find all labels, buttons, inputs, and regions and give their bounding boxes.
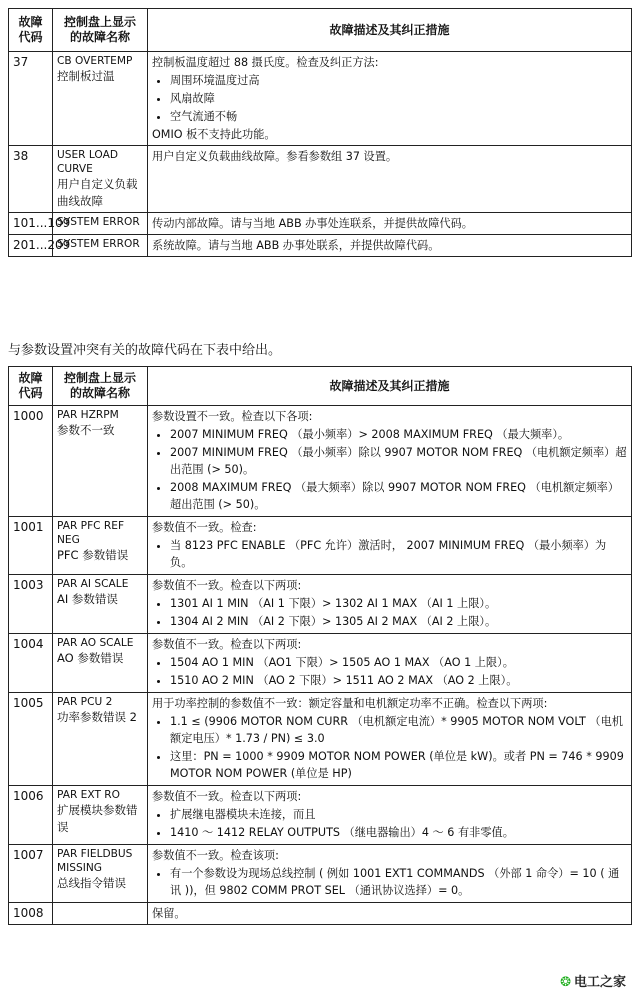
fault-code: 101...109 xyxy=(9,213,53,235)
description-line: 参数值不一致。检查: xyxy=(152,521,257,534)
check-list xyxy=(152,595,627,630)
fault-name-en: CB OVERTEMP xyxy=(57,55,133,67)
description-note: OMIO 板不支持此功能。 xyxy=(152,128,276,141)
description-line: 参数值不一致。检查该项: xyxy=(152,849,279,862)
fault-description xyxy=(148,575,632,634)
fault-description xyxy=(148,52,632,146)
fault-name-en: PAR FIELDBUS MISSING xyxy=(57,848,133,874)
fault-code: 38 xyxy=(9,146,53,213)
fault-description xyxy=(148,517,632,575)
description-line: 控制板温度超过 88 摄氏度。检查及纠正方法: xyxy=(152,56,379,69)
table-row xyxy=(9,786,632,845)
check-list xyxy=(152,72,627,125)
description-line: 用户自定义负载曲线故障。参看参数组 37 设置。 xyxy=(152,150,398,163)
check-list xyxy=(152,426,627,513)
fault-name-cell xyxy=(53,406,148,517)
fault-code: 1005 xyxy=(9,693,53,786)
check-item: • 周围环境温度过高 xyxy=(170,72,627,89)
fault-name-en: PAR HZRPM xyxy=(57,409,119,421)
wechat-icon: ❂ xyxy=(560,975,571,990)
table-row xyxy=(9,845,632,903)
check-item: • 1.1 ≤ (9906 MOTOR NOM CURR （电机额定电流）* 9905 MOTOR NOM VOLT （电机额定电压）* 1.73 / PN) ≤ 3.0 xyxy=(170,713,627,747)
description-line: 保留。 xyxy=(152,907,186,920)
description-line: 参数值不一致。检查以下两项: xyxy=(152,790,302,803)
fault-name-cn: 参数不一致 xyxy=(57,423,115,437)
fault-name-cell xyxy=(53,634,148,693)
fault-name-cn: AI 参数错误 xyxy=(57,592,118,606)
description-line: 参数设置不一致。检查以下各项: xyxy=(152,410,313,423)
header-desc: 故障描述及其纠正措施 xyxy=(148,367,632,406)
fault-name-en: PAR EXT RO xyxy=(57,789,120,801)
fault-code: 1004 xyxy=(9,634,53,693)
fault-name-en: PAR PCU 2 xyxy=(57,696,113,708)
fault-name-en: USER LOAD CURVE xyxy=(57,149,118,175)
table-row xyxy=(9,146,632,213)
fault-code: 1008 xyxy=(9,903,53,925)
check-list xyxy=(152,654,627,689)
fault-name-en: SYSTEM ERROR xyxy=(57,238,140,250)
fault-code: 201...209 xyxy=(9,235,53,257)
fault-description xyxy=(148,634,632,693)
fault-name-cell xyxy=(53,517,148,575)
table-row xyxy=(9,235,632,257)
fault-name-en: PAR PFC REF NEG xyxy=(57,520,125,546)
check-list xyxy=(152,865,627,899)
check-item: • 2007 MINIMUM FREQ （最小频率）> 2008 MAXIMUM FREQ （最大频率）。 xyxy=(170,426,627,443)
header-desc: 故障描述及其纠正措施 xyxy=(148,9,632,52)
fault-name-cell xyxy=(53,786,148,845)
table-row xyxy=(9,903,632,925)
check-list xyxy=(152,537,627,571)
section-intro-text: 与参数设置冲突有关的故障代码在下表中给出。 xyxy=(8,343,282,358)
check-item: • 2008 MAXIMUM FREQ （最大频率）除以 9907 MOTOR NOM FREQ （电机额定频率）超出范围 (> 50)。 xyxy=(170,479,627,513)
table-header xyxy=(9,9,632,52)
check-list xyxy=(152,713,627,782)
header-name: 控制盘上显示 的故障名称 xyxy=(53,367,148,406)
fault-description xyxy=(148,845,632,903)
check-item: • 2007 MINIMUM FREQ （最小频率）除以 9907 MOTOR NOM FREQ （电机额定频率）超出范围 (> 50)。 xyxy=(170,444,627,478)
description-line: 传动内部故障。请与当地 ABB 办事处连联系，并提供故障代码。 xyxy=(152,217,473,230)
fault-name-cell xyxy=(53,52,148,146)
fault-name-en: PAR AI SCALE xyxy=(57,578,129,590)
table-row xyxy=(9,52,632,146)
watermark xyxy=(556,969,630,992)
table-header xyxy=(9,367,632,406)
fault-name-cn: 功率参数错误 2 xyxy=(57,710,137,724)
table-row xyxy=(9,517,632,575)
check-item: • 1301 AI 1 MIN （AI 1 下限）> 1302 AI 1 MAX （AI 1 上限）。 xyxy=(170,595,627,612)
fault-code: 1007 xyxy=(9,845,53,903)
fault-name-en: PAR AO SCALE xyxy=(57,637,134,649)
fault-code: 1000 xyxy=(9,406,53,517)
fault-name-cell xyxy=(53,903,148,925)
fault-description xyxy=(148,213,632,235)
fault-name-cell xyxy=(53,693,148,786)
check-item: • 1410 ～ 1412 RELAY OUTPUTS （继电器输出）4 ～ 6 有非零值。 xyxy=(170,824,627,841)
fault-description xyxy=(148,146,632,213)
fault-name-cell xyxy=(53,845,148,903)
check-item: • 风扇故障 xyxy=(170,90,627,107)
table-row xyxy=(9,634,632,693)
check-item: • 当 8123 PFC ENABLE （PFC 允许）激活时， 2007 MINIMUM FREQ （最小频率）为负。 xyxy=(170,537,627,571)
fault-name-cell xyxy=(53,146,148,213)
fault-name-cn: 控制板过温 xyxy=(57,69,115,83)
fault-table-2 xyxy=(8,366,632,925)
check-item: • 1504 AO 1 MIN （AO1 下限）> 1505 AO 1 MAX （AO 1 上限）。 xyxy=(170,654,627,671)
fault-description xyxy=(148,693,632,786)
description-line: 系统故障。请与当地 ABB 办事处联系，并提供故障代码。 xyxy=(152,239,440,252)
check-item: • 1304 AI 2 MIN （AI 2 下限）> 1305 AI 2 MAX （AI 2 上限）。 xyxy=(170,613,627,630)
fault-name-cn: AO 参数错误 xyxy=(57,651,124,665)
table-row xyxy=(9,693,632,786)
check-list xyxy=(152,806,627,841)
fault-code: 1001 xyxy=(9,517,53,575)
check-item: • 有一个参数设为现场总线控制 ( 例如 1001 EXT1 COMMANDS （外部 1 命令）= 10 ( 通讯 ))，但 9802 COMM PROT SEL （通讯协议选择）= 0。 xyxy=(170,865,627,899)
table-row xyxy=(9,575,632,634)
description-line: 参数值不一致。检查以下两项: xyxy=(152,579,302,592)
check-item: • 1510 AO 2 MIN （AO 2 下限）> 1511 AO 2 MAX （AO 2 上限）。 xyxy=(170,672,627,689)
check-item: • 扩展继电器模块未连接，而且 xyxy=(170,806,627,823)
fault-name-cn: PFC 参数错误 xyxy=(57,548,129,562)
fault-name-cell xyxy=(53,235,148,257)
fault-code: 37 xyxy=(9,52,53,146)
description-line: 用于功率控制的参数值不一致：额定容量和电机额定功率不正确。检查以下两项: xyxy=(152,697,548,710)
header-code: 故障 代码 xyxy=(9,9,53,52)
fault-table-1 xyxy=(8,8,632,257)
fault-name-cell xyxy=(53,575,148,634)
table-row xyxy=(9,213,632,235)
fault-name-cn: 扩展模块参数错误 xyxy=(57,803,138,834)
fault-name-cn: 用户自定义负载曲线故障 xyxy=(57,177,138,208)
fault-description xyxy=(148,786,632,845)
fault-description xyxy=(148,235,632,257)
fault-description xyxy=(148,903,632,925)
header-name: 控制盘上显示 的故障名称 xyxy=(53,9,148,52)
fault-name-en: SYSTEM ERROR xyxy=(57,216,140,228)
fault-code: 1003 xyxy=(9,575,53,634)
watermark-text: 电工之家 xyxy=(573,975,626,990)
fault-name-cell xyxy=(53,213,148,235)
fault-name-cn: 总线指令错误 xyxy=(57,876,126,890)
check-item: • 这里：PN = 1000 * 9909 MOTOR NOM POWER (单位是 kW)。或者 PN = 746 * 9909 MOTOR NOM POWER (单位是 HP) xyxy=(170,748,627,782)
fault-description xyxy=(148,406,632,517)
header-code: 故障 代码 xyxy=(9,367,53,406)
check-item: • 空气流通不畅 xyxy=(170,108,627,125)
fault-code: 1006 xyxy=(9,786,53,845)
description-line: 参数值不一致。检查以下两项: xyxy=(152,638,302,651)
table-row xyxy=(9,406,632,517)
